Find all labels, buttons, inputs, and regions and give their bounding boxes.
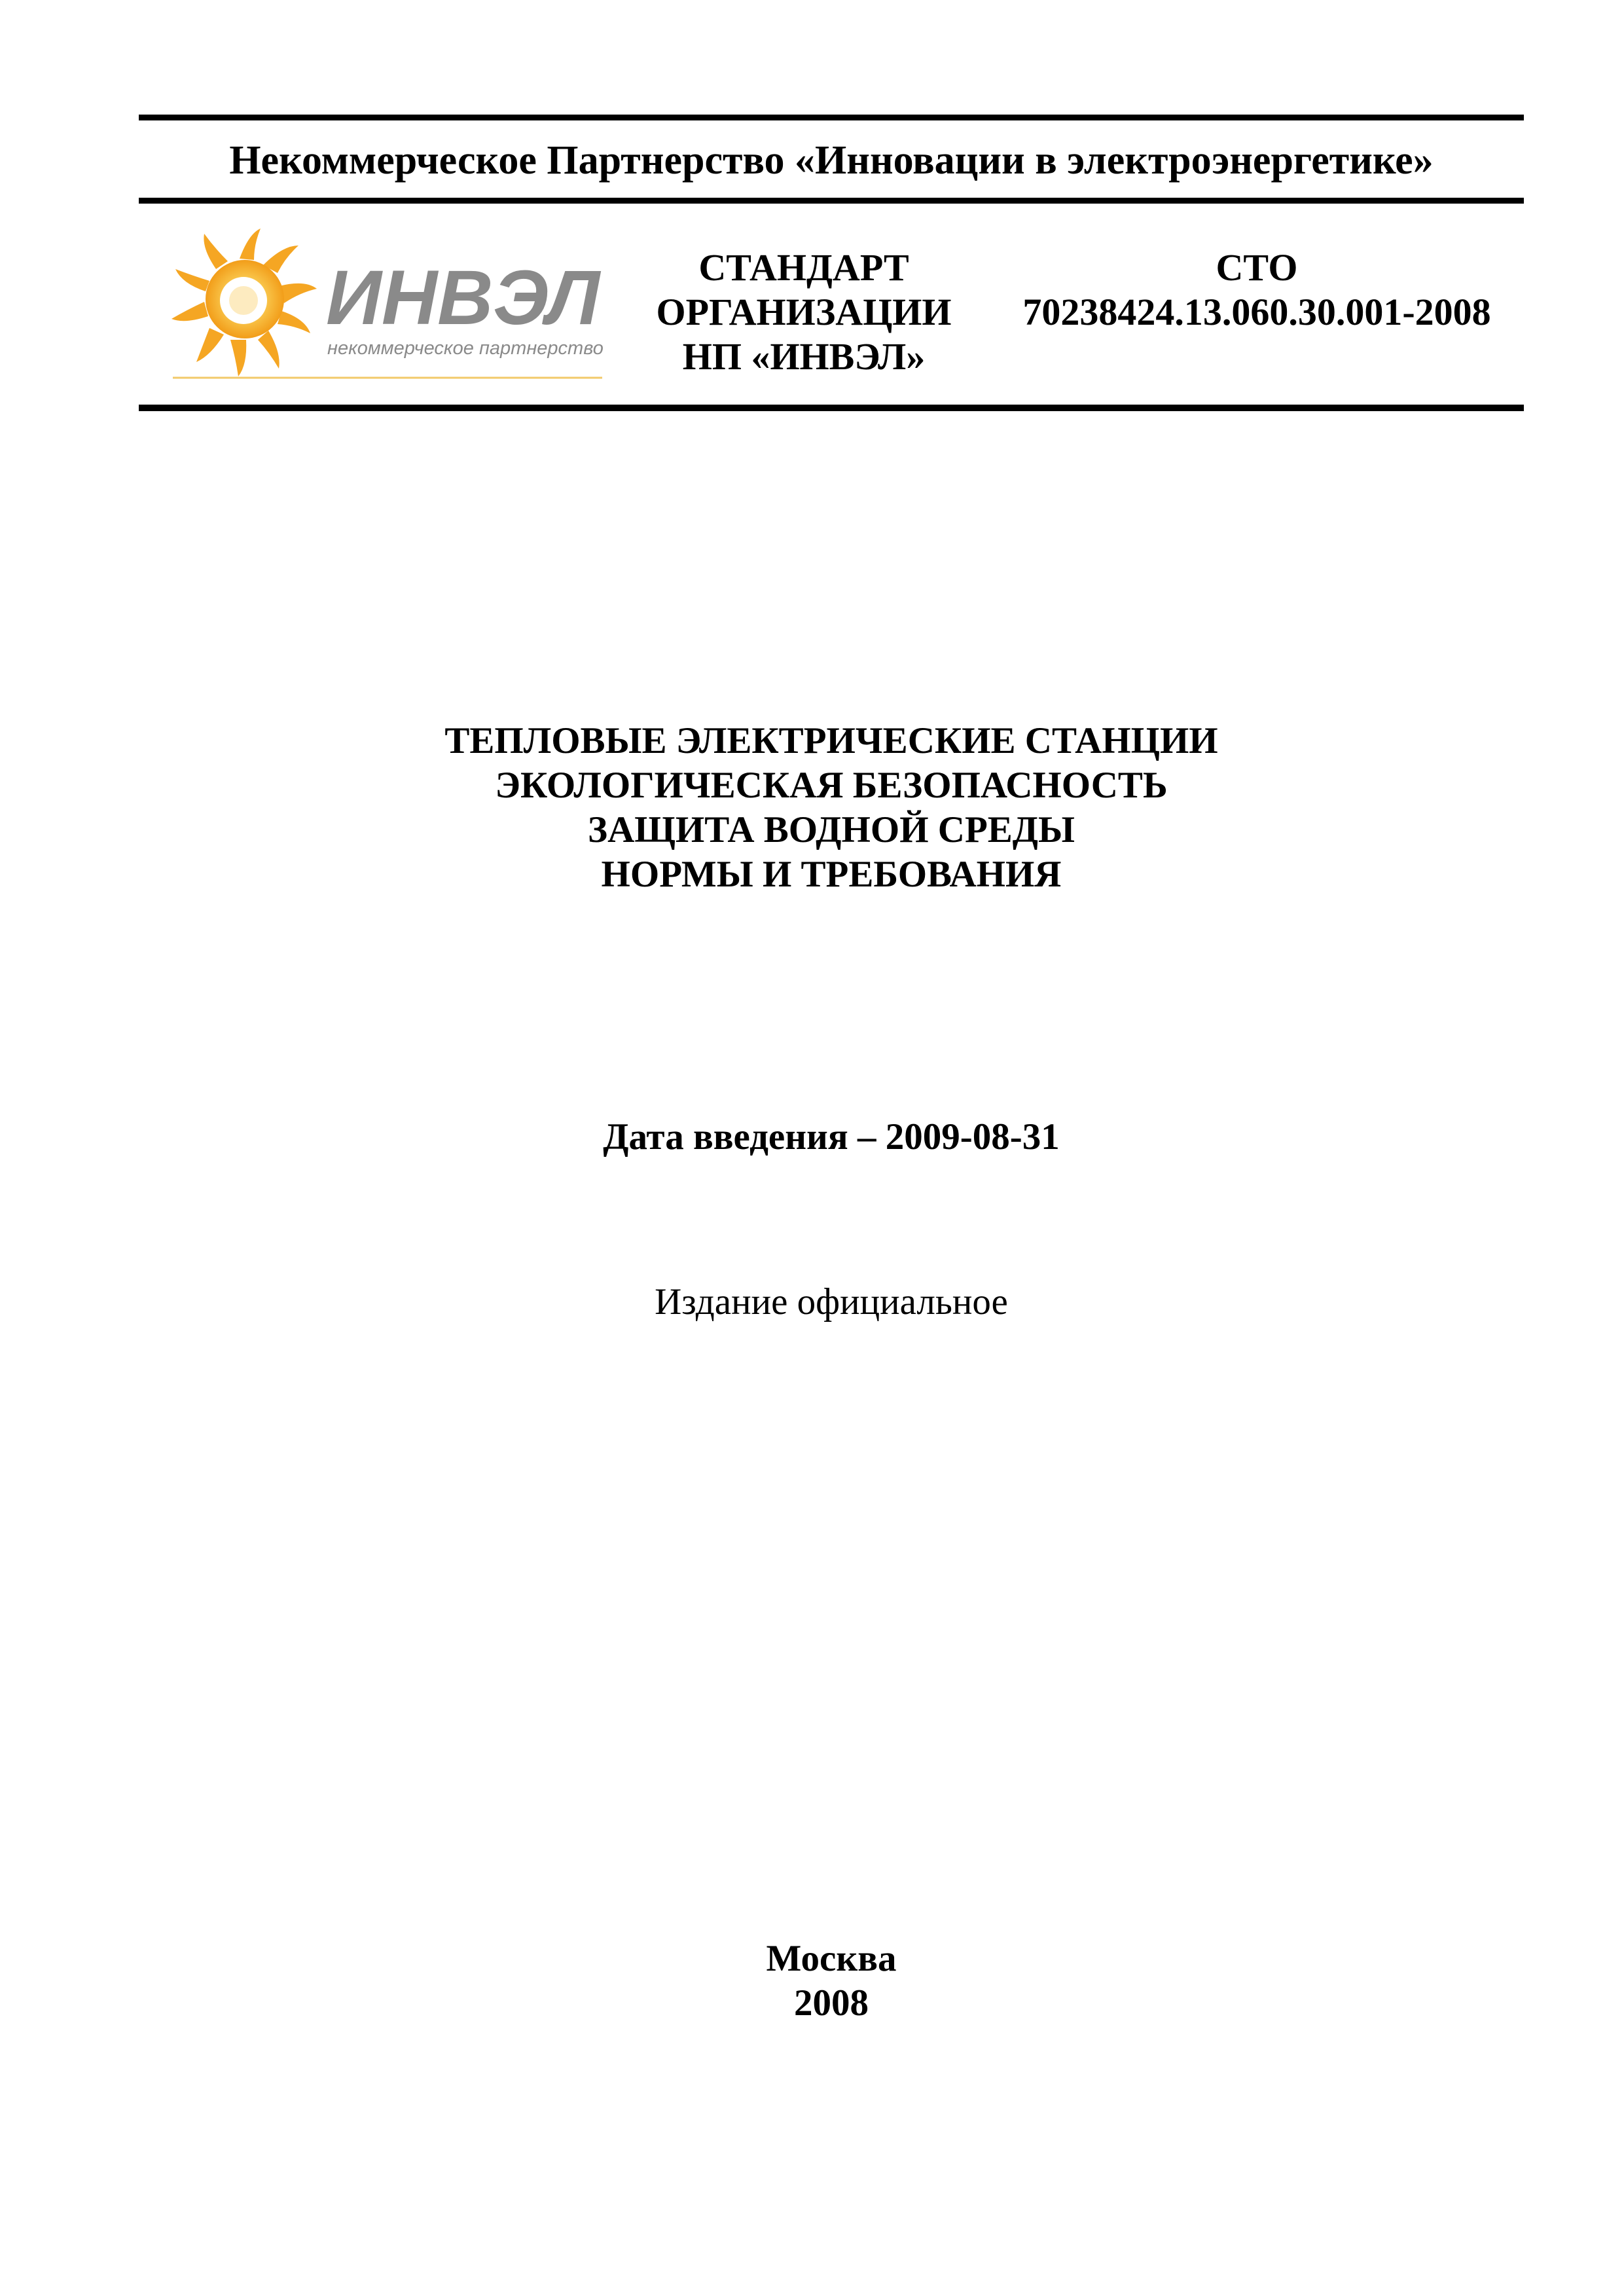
standard-code-number: 70238424.13.060.30.001-2008 bbox=[1022, 291, 1491, 333]
standard-code-prefix: СТО bbox=[1216, 246, 1298, 289]
standard-label-line: НП «ИНВЭЛ» bbox=[682, 335, 926, 378]
publication-year: 2008 bbox=[794, 1982, 869, 2024]
standard-label bbox=[634, 246, 974, 379]
header-divider bbox=[139, 198, 1524, 204]
bottom-rule bbox=[139, 405, 1524, 411]
standard-code bbox=[1008, 246, 1506, 335]
logo-brand-text: ИНВЭЛ bbox=[326, 255, 600, 341]
publication-city: Москва bbox=[766, 1938, 897, 1979]
standard-label-line: СТАНДАРТ bbox=[698, 246, 909, 289]
edition-note: Издание официальное bbox=[655, 1281, 1008, 1322]
top-rule bbox=[139, 115, 1524, 120]
title-line: НОРМЫ И ТРЕБОВАНИЯ bbox=[601, 854, 1062, 895]
introduction-date: Дата введения – 2009-08-31 bbox=[603, 1116, 1060, 1157]
standard-label-line: ОРГАНИЗАЦИИ bbox=[656, 291, 952, 333]
logo-tagline-text: некоммерческое партнерство bbox=[327, 338, 604, 359]
title-line: ТЕПЛОВЫЕ ЭЛЕКТРИЧЕСКИЕ СТАНЦИИ bbox=[444, 720, 1218, 761]
document-title bbox=[139, 719, 1524, 897]
organization-title: Некоммерческое Партнерство «Инновации в электроэнергетике» bbox=[229, 138, 1434, 183]
title-line: ЭКОЛОГИЧЕСКАЯ БЕЗОПАСНОСТЬ bbox=[495, 765, 1168, 806]
invel-logo bbox=[171, 226, 604, 383]
sun-logo-icon bbox=[171, 228, 317, 376]
publication-place-year bbox=[139, 1937, 1524, 2026]
title-line: ЗАЩИТА ВОДНОЙ СРЕДЫ bbox=[588, 809, 1075, 850]
